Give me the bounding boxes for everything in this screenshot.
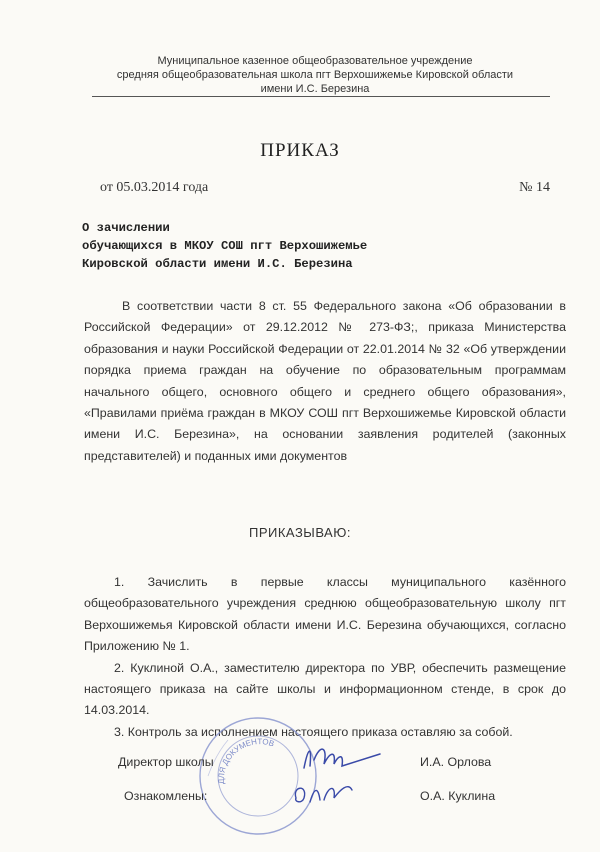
order-subject xyxy=(82,219,542,273)
director-name: И.А. Орлова xyxy=(420,755,492,769)
header-line-1: Муниципальное казенное общеобразовательное учреждение xyxy=(157,55,473,67)
header-line-2: средняя общеобразовательная школа пгт Верхошижемье Кировской области xyxy=(116,69,514,81)
document-title: ПРИКАЗ xyxy=(260,140,340,161)
director-label: Директор школы xyxy=(118,755,214,769)
subject-line-1: О зачислении xyxy=(82,221,170,235)
header-divider xyxy=(92,96,550,97)
subject-line-3: Кировской области имени И.С. Березина xyxy=(82,257,353,271)
order-number: № 14 xyxy=(519,180,550,195)
svg-text:ДЛЯ ДОКУМЕНТОВ xyxy=(217,737,276,784)
preamble xyxy=(84,296,566,467)
order-keyword: ПРИКАЗЫВАЮ: xyxy=(249,525,351,540)
header-line-3: имени И.С. Березина xyxy=(260,83,370,95)
acquainted-name: О.А. Куклина xyxy=(420,789,496,803)
seal-text: ДЛЯ ДОКУМЕНТОВ xyxy=(216,737,276,785)
order-date: от 05.03.2014 года xyxy=(100,180,209,195)
order-item-3: 3. Контроль за исполнением настоящего приказа оставляю за собой. xyxy=(114,724,513,739)
director-signature xyxy=(296,738,388,778)
order-item-2: 2. Куклиной О.А., заместителю директора по УВР, обеспечить размещение настоящего приказа на сайте школы и информационном стенде, в срок до 14.03.2014. xyxy=(84,660,566,718)
acquainted-signature xyxy=(290,776,360,812)
preamble-paragraph: В соответствии части 8 ст. 55 Федерального закона «Об образовании в Российской Федерации» от 29.12.2012 № 273-ФЗ;, приказа Министерства образования и науки Российской Федерации от 22.01.2014 № 32 «Об утверждении порядка приема граждан на обучение по образовательным программам начального общего, основного общего и среднего общего образования», «Правилами приёма граждан в МКОУ СОШ пгт Верхошижемье Кировской области имени И.С. Березина», на основании заявления родителей (законных представителей) и поданных ими документов xyxy=(84,299,566,463)
acquainted-label: Ознакомлены: xyxy=(124,789,208,803)
subject-line-2: обучающихся в МКОУ СОШ пгт Верхошижемье xyxy=(82,239,368,253)
order-items xyxy=(84,572,566,743)
order-item-1: 1. Зачислить в первые классы муниципального казённого общеобразовательного учреждения среднюю общеобразовательную школу пгт Верхошижемья Кировской области имени И.С. Березина обучающихся, согласно Приложению № 1. xyxy=(84,575,566,654)
school-header xyxy=(80,54,550,96)
